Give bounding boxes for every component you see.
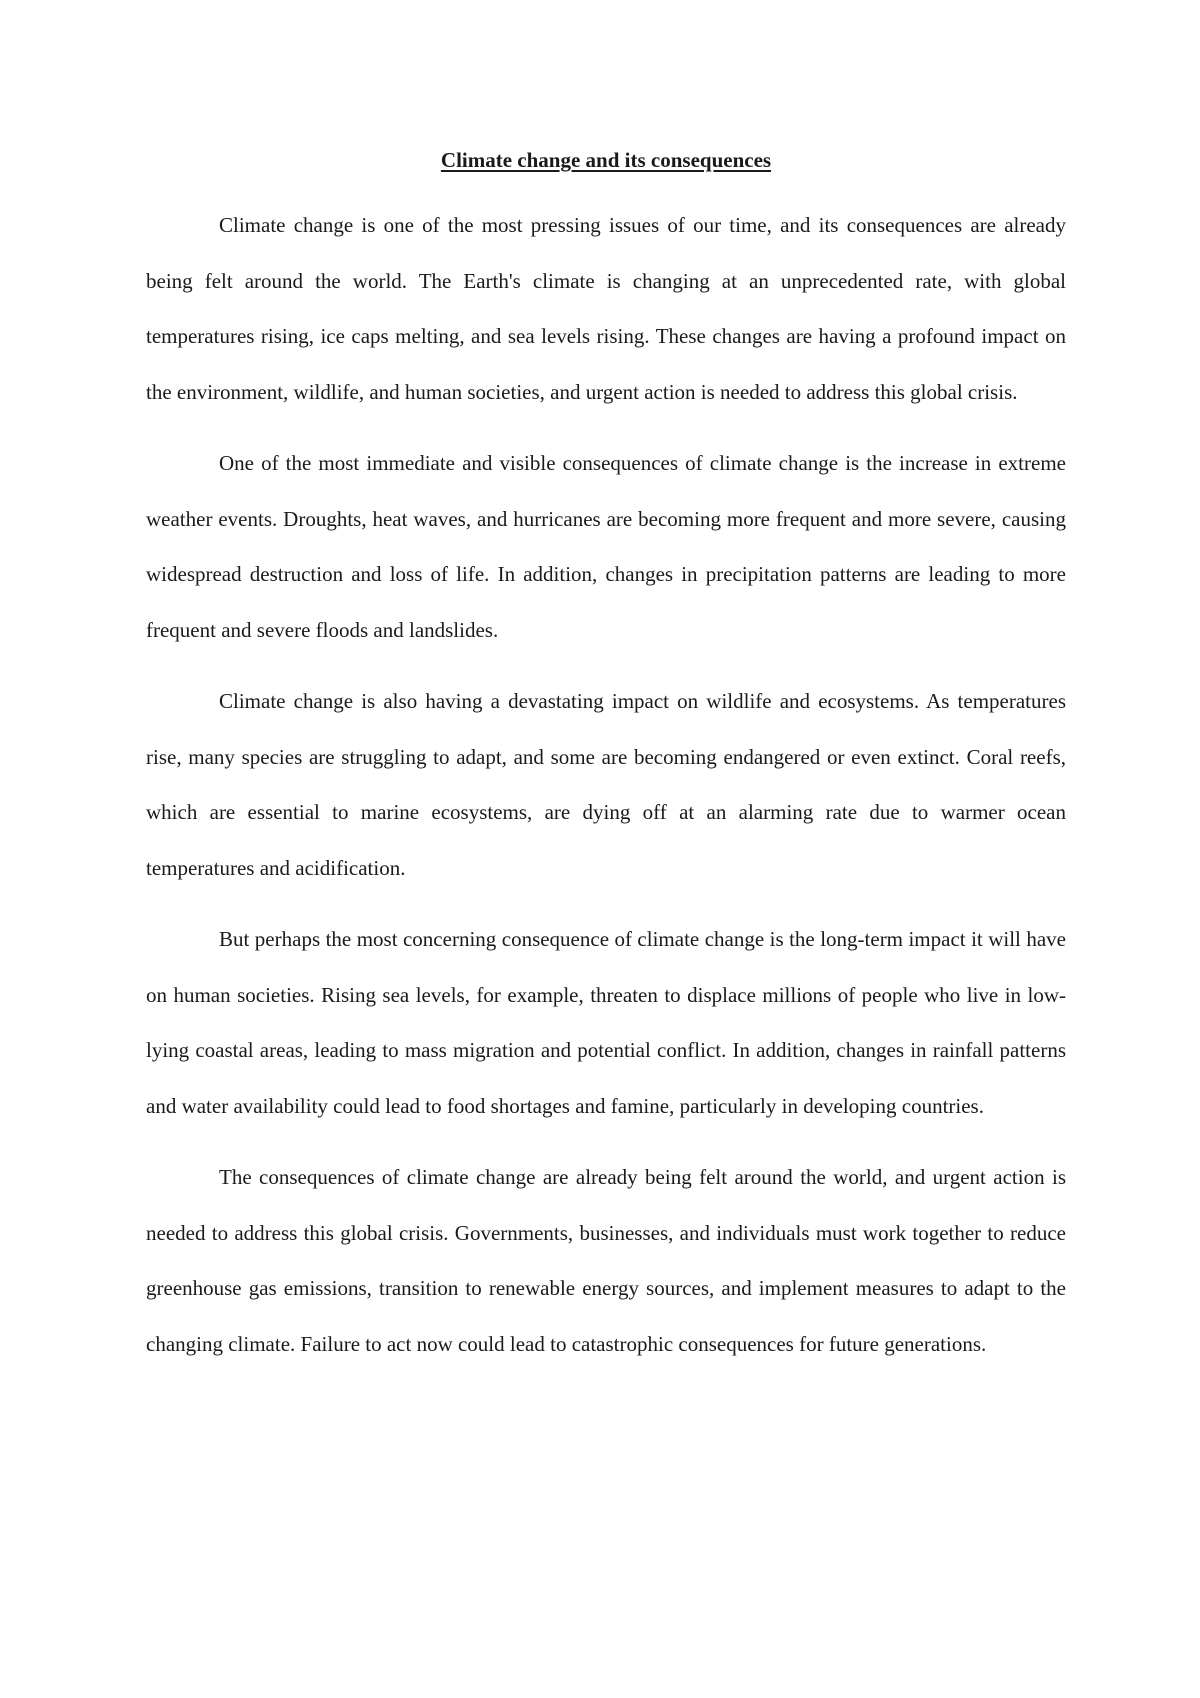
paragraph-4: But perhaps the most concerning consequence of climate change is the long-term impact it will have on human societies. Rising sea levels, for example, threaten to displace millions of people who live in low-lying coastal areas, leading to mass migration and potential conflict. In addition, changes in rainfall patterns and water availability could lead to food shortages and famine, particularly in developing countries. xyxy=(146,927,1066,1118)
paragraph-1: Climate change is one of the most pressing issues of our time, and its consequences are already being felt around the world. The Earth's climate is changing at an unprecedented rate, with global temperatures rising, ice caps melting, and sea levels rising. These changes are having a profound impact on the environment, wildlife, and human societies, and urgent action is needed to address this global crisis. xyxy=(146,213,1066,404)
paragraph-5: The consequences of climate change are already being felt around the world, and urgent action is needed to address this global crisis. Governments, businesses, and individuals must work together to reduce greenhouse gas emissions, transition to renewable energy sources, and implement measures to adapt to the changing climate. Failure to act now could lead to catastrophic consequences for future generations. xyxy=(146,1165,1066,1356)
document-body xyxy=(146,138,1066,1388)
document-title: Climate change and its consequences xyxy=(440,148,772,172)
paragraph-3: Climate change is also having a devastating impact on wildlife and ecosystems. As temperatures rise, many species are struggling to adapt, and some are becoming endangered or even extinct. Coral reefs, which are essential to marine ecosystems, are dying off at an alarming rate due to warmer ocean temperatures and acidification. xyxy=(146,689,1066,880)
paragraph-2: One of the most immediate and visible consequences of climate change is the increase in extreme weather events. Droughts, heat waves, and hurricanes are becoming more frequent and more severe, causing widespread destruction and loss of life. In addition, changes in precipitation patterns are leading to more frequent and severe floods and landslides. xyxy=(146,451,1066,642)
